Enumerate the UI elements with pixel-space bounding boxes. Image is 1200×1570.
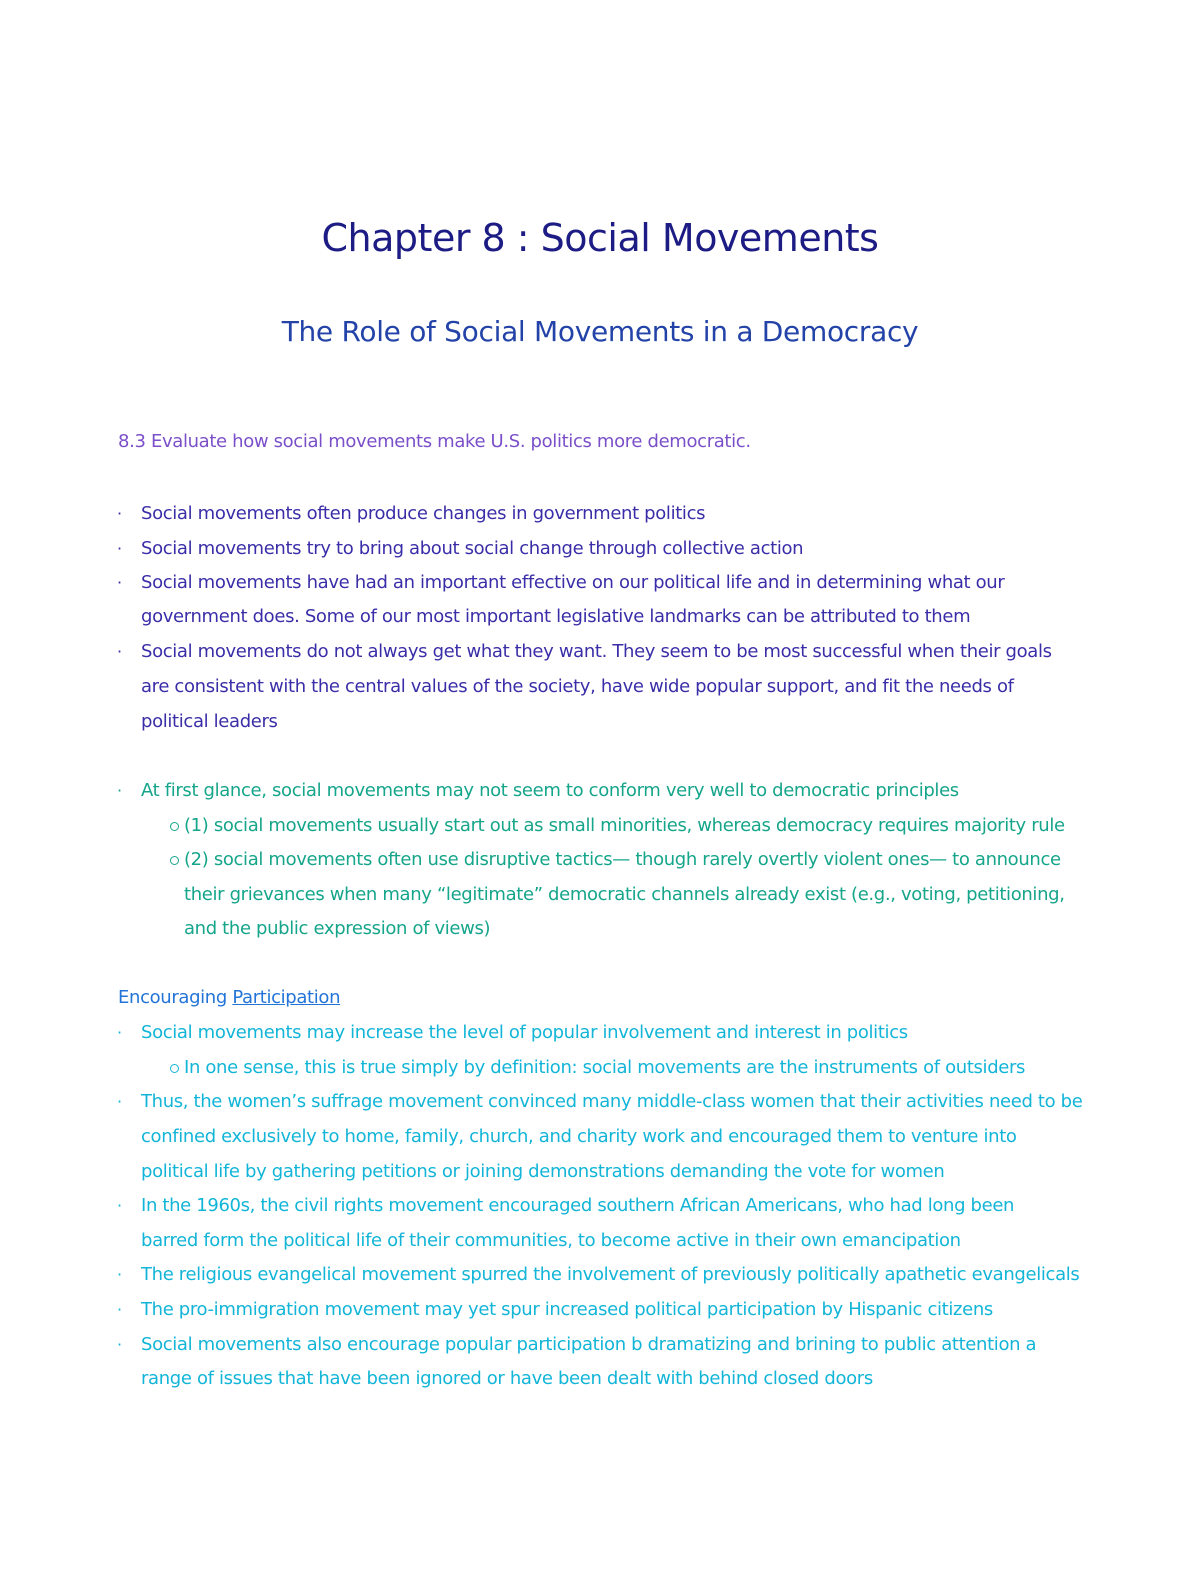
bullet-marker: ·: [117, 1265, 123, 1284]
heading-text: Encouraging: [118, 987, 233, 1008]
list-item-continuation: government does. Some of our most important legislative landmarks can be attributed to them: [141, 606, 971, 627]
list-item: In the 1960s, the civil rights movement encouraged southern African Americans, who had long been: [141, 1195, 1015, 1216]
heading-underlined-text: Participation: [232, 987, 341, 1008]
sub-list-item: In one sense, this is true simply by definition: social movements are the instruments of outsiders: [184, 1057, 1026, 1078]
list-item: Thus, the women’s suffrage movement convinced many middle-class women that their activities need to be: [141, 1091, 1083, 1112]
list-item-continuation: political leaders: [141, 711, 278, 732]
bullet-marker: ·: [117, 504, 123, 523]
sub-list-item-continuation: their grievances when many “legitimate” democratic channels already exist (e.g., voting, petitioning,: [184, 884, 1065, 905]
sub-bullet-marker: [170, 822, 179, 831]
list-item: Social movements often produce changes in government politics: [141, 503, 706, 524]
bullet-marker: ·: [117, 573, 123, 592]
list-item-continuation: range of issues that have been ignored or have been dealt with behind closed doors: [141, 1368, 873, 1389]
list-item-continuation: are consistent with the central values of the society, have wide popular support, and fit the needs of: [141, 676, 1014, 697]
list-item: Social movements may increase the level of popular involvement and interest in politics: [141, 1022, 908, 1043]
list-item: Social movements try to bring about social change through collective action: [141, 538, 804, 559]
list-item: The pro-immigration movement may yet spur increased political participation by Hispanic citizens: [141, 1299, 993, 1320]
page-title: Chapter 8 : Social Movements: [321, 216, 879, 260]
sub-list-item-continuation: and the public expression of views): [184, 918, 491, 939]
list-item: The religious evangelical movement spurred the involvement of previously politically apathetic evangelicals: [141, 1264, 1080, 1285]
bullet-marker: ·: [117, 1196, 123, 1215]
list-item-continuation: barred form the political life of their communities, to become active in their own emancipation: [141, 1230, 961, 1251]
list-item: Social movements have had an important effective on our political life and in determining what our: [141, 572, 1005, 593]
section-heading: [118, 986, 340, 1010]
list-item: Social movements do not always get what they want. They seem to be most successful when their goals: [141, 641, 1052, 662]
bullet-marker: ·: [117, 1092, 123, 1111]
sub-bullet-marker: [170, 856, 179, 865]
bullet-marker: ·: [117, 781, 123, 800]
sub-list-item: (1) social movements usually start out as small minorities, whereas democracy requires majority rule: [184, 815, 1065, 836]
bullet-marker: ·: [117, 1023, 123, 1042]
list-item: Social movements also encourage popular participation b dramatizing and brining to public attention a: [141, 1334, 1037, 1355]
bullet-marker: ·: [117, 642, 123, 661]
bullet-marker: ·: [117, 539, 123, 558]
bullet-marker: ·: [117, 1300, 123, 1319]
sub-bullet-marker: [170, 1064, 179, 1073]
list-item-continuation: confined exclusively to home, family, church, and charity work and encouraged them to venture into: [141, 1126, 1017, 1147]
sub-list-item: (2) social movements often use disruptive tactics— though rarely overtly violent ones— to announce: [184, 849, 1061, 870]
list-item: At first glance, social movements may not seem to conform very well to democratic principles: [141, 780, 959, 801]
learning-objective: 8.3 Evaluate how social movements make U.S. politics more democratic.: [118, 431, 751, 452]
page-subtitle: The Role of Social Movements in a Democracy: [281, 315, 919, 348]
bullet-marker: ·: [117, 1335, 123, 1354]
list-item-continuation: political life by gathering petitions or joining demonstrations demanding the vote for women: [141, 1161, 945, 1182]
